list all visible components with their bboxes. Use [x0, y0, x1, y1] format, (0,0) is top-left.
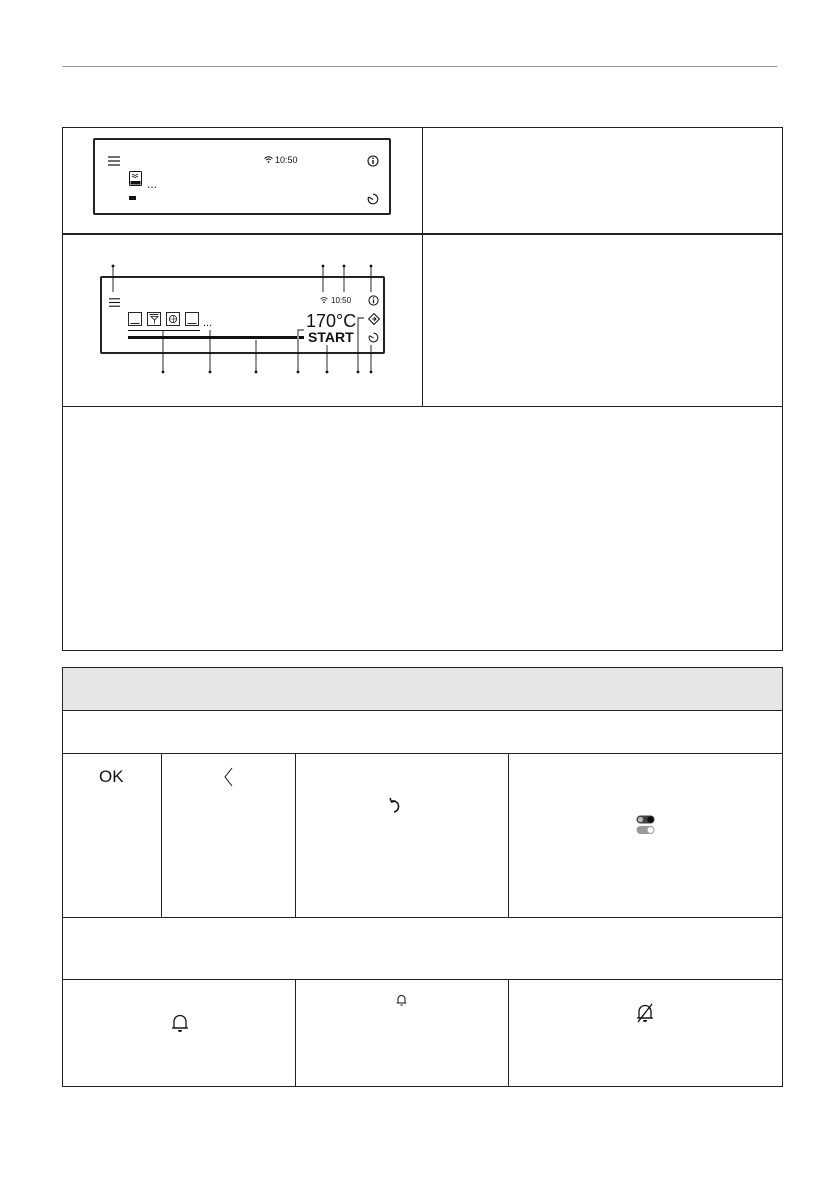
alerts-column-divider — [508, 979, 509, 1087]
controls-column-divider — [161, 753, 162, 917]
back-chevron-icon[interactable] — [224, 767, 233, 787]
clock-time: 10:50 — [275, 155, 298, 165]
more-functions-dots: ... — [203, 317, 213, 329]
more-functions-dots: ... — [147, 177, 158, 191]
controls-column-divider — [295, 753, 296, 917]
controls-table-row-divider — [62, 753, 783, 754]
callout-lines — [0, 0, 839, 420]
toggle-switch-icon[interactable] — [636, 815, 656, 835]
controls-table-header-divider — [62, 710, 783, 711]
bell-small-icon[interactable] — [396, 994, 407, 1006]
controls-table-header — [63, 668, 782, 710]
controls-table-row-divider — [62, 917, 783, 918]
start-label[interactable]: START — [308, 329, 354, 345]
bell-muted-icon[interactable] — [636, 1003, 654, 1023]
controls-table-row-divider — [62, 979, 783, 980]
temperature-value: 170°C — [306, 311, 357, 331]
controls-column-divider — [508, 753, 509, 917]
alerts-column-divider — [295, 979, 296, 1087]
ok-button-label[interactable]: OK — [99, 767, 124, 786]
bell-icon[interactable] — [171, 1013, 189, 1033]
clock-time: 10:50 — [331, 296, 352, 305]
undo-icon[interactable] — [389, 797, 403, 814]
